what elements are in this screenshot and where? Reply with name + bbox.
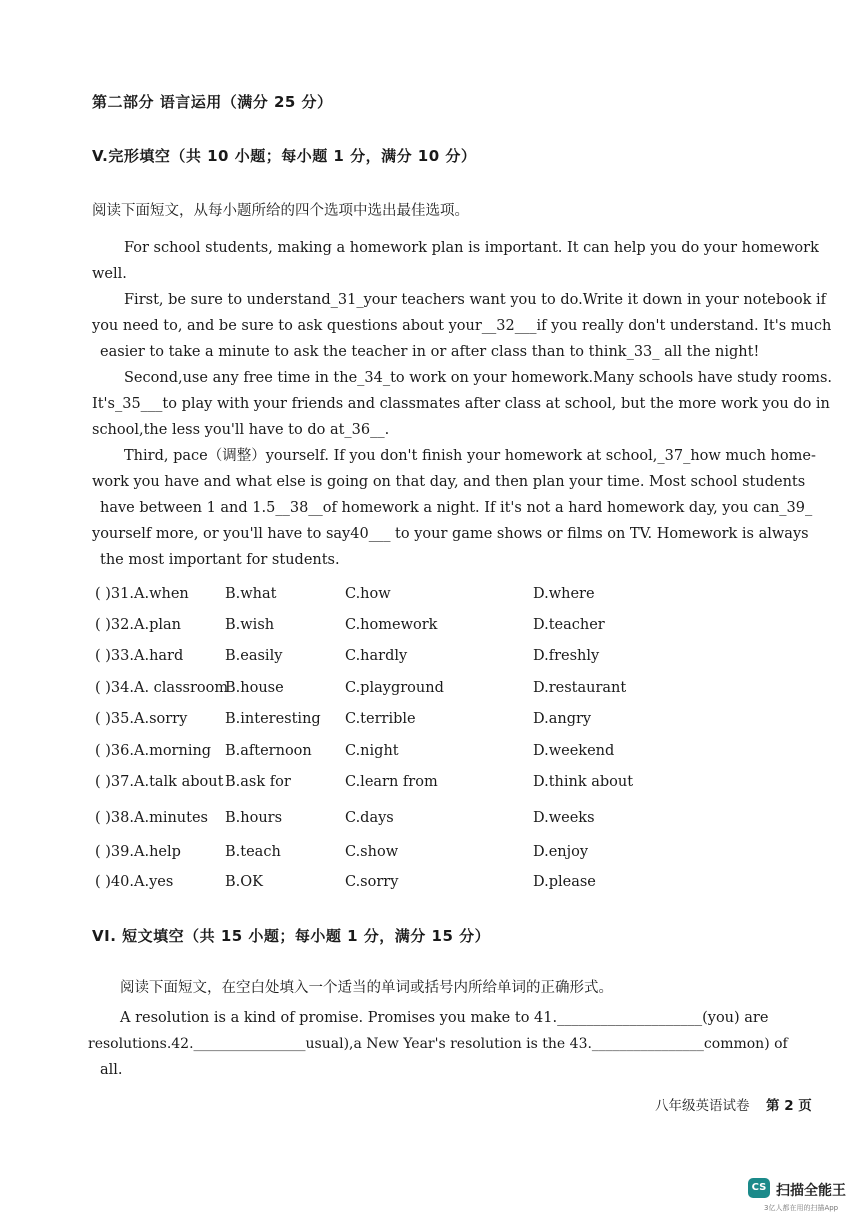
option-b: B.wish — [225, 617, 275, 633]
section6-title: VI. 短文填空（共 15 小题；每小题 1 分，满分 15 分） — [92, 927, 491, 945]
option-d: D.where — [533, 586, 595, 602]
question-number-option-a: ( )31.A.when — [95, 586, 189, 602]
part-title: 第二部分 语言运用（满分 25 分） — [92, 93, 333, 111]
passage-line: you need to, and be sure to ask questions about your__32___if you really don't understand. It's much — [92, 318, 832, 334]
scanner-name: 扫描全能王 — [776, 1183, 846, 1199]
fill-passage — [88, 1005, 788, 1083]
passage-line: have between 1 and 1.5__38__of homework a night. If it's not a hard homework day, you can_39_ — [100, 500, 813, 516]
question-number-option-a: ( )35.A.sorry — [95, 711, 188, 727]
passage-line: For school students, making a homework plan is important. It can help you do your homework — [124, 240, 819, 256]
option-b: B.hours — [225, 810, 283, 826]
option-c: C.learn from — [345, 774, 438, 790]
scanner-tagline: 3亿人都在用的扫描App — [764, 1204, 839, 1212]
passage-line: the most important for students. — [100, 552, 340, 568]
passage-line: school,the less you'll have to do at_36__. — [92, 422, 390, 438]
passage-line: Third, pace（调整）yourself. If you don't finish your homework at school,_37_how much home- — [124, 448, 816, 464]
option-c: C.night — [345, 743, 399, 759]
passage-line: yourself more, or you'll have to say40___ to your game shows or films on TV. Homework is always — [92, 526, 809, 542]
scanner-logo-icon: CS — [748, 1178, 770, 1198]
question-row — [95, 711, 655, 733]
question-number-option-a: ( )34.A. classroom — [95, 680, 229, 696]
option-d: D.think about — [533, 774, 634, 790]
question-row — [95, 743, 655, 765]
section6-instruction: 阅读下面短文，在空白处填入一个适当的单词或括号内所给单词的正确形式。 — [120, 980, 613, 996]
passage-line: resolutions.42.________________usual),a New Year's resolution is the 43.________________common) of — [88, 1036, 788, 1052]
option-b: B.interesting — [225, 711, 321, 727]
passage-line: well. — [92, 266, 127, 282]
passage-line: easier to take a minute to ask the teacher in or after class than to think_33_ all the night! — [100, 344, 760, 360]
option-d: D.weekend — [533, 743, 615, 759]
option-d: D.weeks — [533, 810, 595, 826]
passage-line: First, be sure to understand_31_your teachers want you to do.Write it down in your notebook if — [124, 292, 827, 308]
question-number-option-a: ( )33.A.hard — [95, 648, 184, 664]
option-b: B.OK — [225, 874, 263, 890]
option-d: D.teacher — [533, 617, 605, 633]
option-d: D.angry — [533, 711, 592, 727]
question-number-option-a: ( )37.A.talk about — [95, 774, 224, 790]
passage-line: work you have and what else is going on that day, and then plan your time. Most school students — [92, 474, 806, 490]
option-d: D.enjoy — [533, 844, 589, 860]
question-row — [95, 774, 655, 796]
option-b: B.afternoon — [225, 743, 312, 759]
option-d: D.please — [533, 874, 596, 890]
option-c: C.show — [345, 844, 399, 860]
option-c: C.hardly — [345, 648, 408, 664]
option-c: C.sorry — [345, 874, 399, 890]
option-c: C.homework — [345, 617, 438, 633]
question-number-option-a: ( )32.A.plan — [95, 617, 181, 633]
option-c: C.days — [345, 810, 394, 826]
question-number-option-a: ( )39.A.help — [95, 844, 181, 860]
question-row — [95, 586, 655, 608]
question-row — [95, 810, 655, 832]
passage-line: all. — [100, 1062, 123, 1078]
passage-line: Second,use any free time in the_34_to work on your homework.Many schools have study rooms. — [124, 370, 833, 386]
section5-instruction: 阅读下面短文，从每小题所给的四个选项中选出最佳选项。 — [92, 203, 469, 219]
option-b: B.teach — [225, 844, 281, 860]
question-number-option-a: ( )38.A.minutes — [95, 810, 208, 826]
option-b: B.what — [225, 586, 277, 602]
question-row — [95, 680, 655, 702]
question-row — [95, 844, 655, 866]
question-row — [95, 648, 655, 670]
option-d: D.restaurant — [533, 680, 627, 696]
passage-line: It's_35___to play with your friends and classmates after class at school, but the more work you do in — [92, 396, 830, 412]
question-number-option-a: ( )36.A.morning — [95, 743, 212, 759]
question-number-option-a: ( )40.A.yes — [95, 874, 174, 890]
footer-label: 八年级英语试卷 — [655, 1098, 750, 1114]
question-row — [95, 874, 655, 896]
footer-page: 第 2 页 — [766, 1098, 812, 1114]
option-b: B.ask for — [225, 774, 291, 790]
option-c: C.how — [345, 586, 391, 602]
option-c: C.terrible — [345, 711, 416, 727]
section5-title: V.完形填空（共 10 小题；每小题 1 分，满分 10 分） — [92, 147, 477, 165]
question-row — [95, 617, 655, 639]
option-b: B.easily — [225, 648, 283, 664]
option-b: B.house — [225, 680, 284, 696]
cloze-passage — [92, 235, 833, 573]
option-c: C.playground — [345, 680, 444, 696]
passage-line: A resolution is a kind of promise. Promises you make to 41.____________________(you) are — [120, 1010, 769, 1026]
option-d: D.freshly — [533, 648, 600, 664]
